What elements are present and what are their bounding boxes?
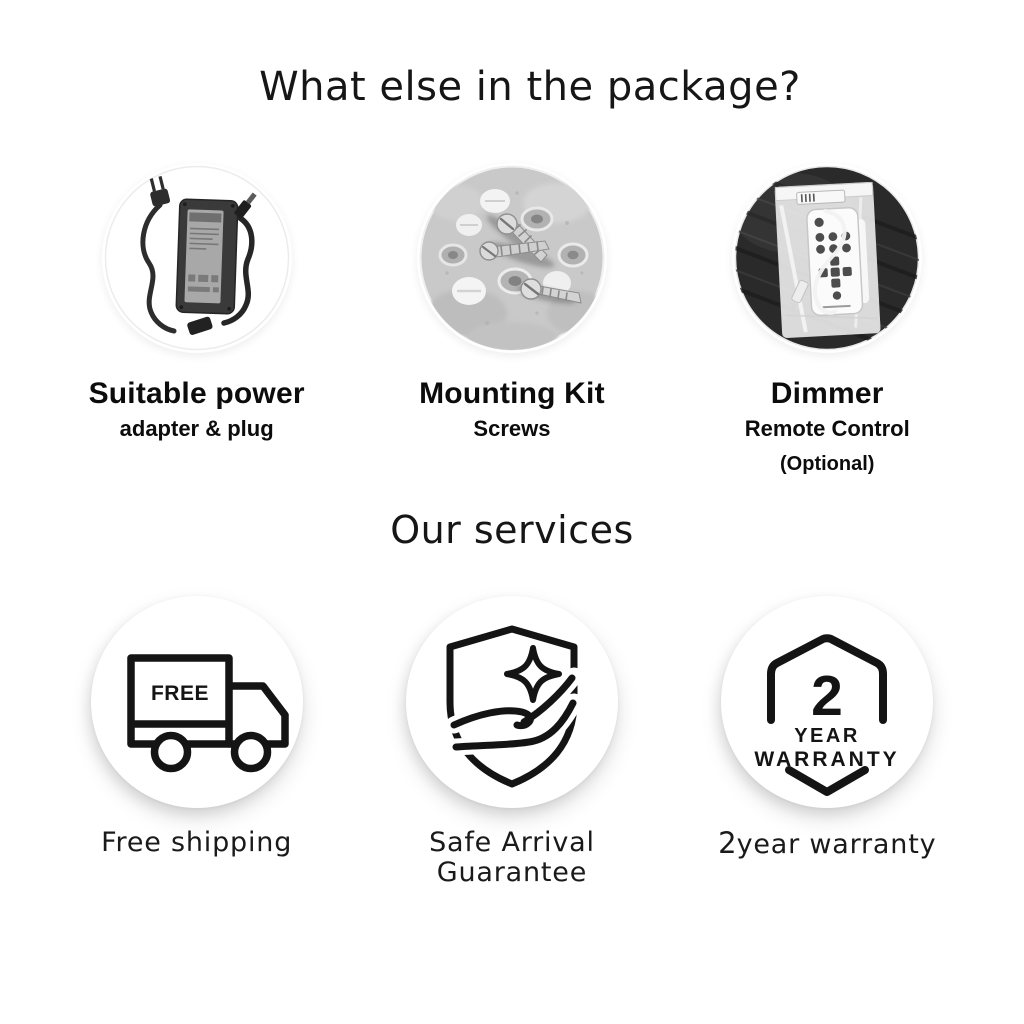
power-adapter-illustration bbox=[102, 163, 292, 353]
dimmer-caption bbox=[745, 379, 910, 474]
warranty-warranty-label: WARRANTY bbox=[754, 748, 900, 771]
service-item-free-shipping bbox=[39, 596, 354, 887]
mounting-screws-photo bbox=[417, 163, 607, 353]
free-shipping-truck-icon bbox=[97, 602, 297, 802]
service-label-text: year warranty bbox=[736, 829, 937, 860]
remote-illustration bbox=[732, 163, 922, 353]
package-section-title: What else in the package? bbox=[259, 64, 801, 110]
service-item-warranty bbox=[670, 596, 985, 887]
power-adapter-caption bbox=[89, 379, 305, 440]
services-items-row bbox=[39, 596, 985, 887]
package-item-subtitle: Remote Control bbox=[744, 416, 910, 441]
package-item-mounting-kit bbox=[354, 163, 669, 474]
screws-illustration bbox=[417, 163, 607, 353]
warranty-shield-icon bbox=[727, 602, 927, 802]
package-item-power-adapter bbox=[39, 163, 354, 474]
service-label bbox=[718, 828, 936, 860]
plastic-bag bbox=[775, 183, 880, 338]
service-label: Safe Arrival Guarantee bbox=[429, 827, 595, 888]
power-adapter-photo bbox=[102, 163, 292, 353]
truck-wheel-right bbox=[234, 736, 267, 769]
warranty-number: 2 bbox=[811, 664, 844, 728]
truck-free-label: FREE bbox=[150, 682, 209, 705]
service-label-number: 2 bbox=[718, 826, 737, 860]
remote-control-photo bbox=[732, 163, 922, 353]
package-item-title: Dimmer bbox=[770, 377, 884, 410]
package-items-row bbox=[39, 163, 985, 474]
package-item-title: Suitable power bbox=[88, 377, 305, 410]
mounting-kit-caption bbox=[419, 379, 605, 440]
warranty-year-label: YEAR bbox=[794, 725, 861, 747]
package-item-subtitle: Screws bbox=[473, 416, 551, 441]
warranty-badge bbox=[721, 596, 933, 808]
truck-wheel-left bbox=[154, 736, 187, 769]
package-item-subtitle: adapter & plug bbox=[119, 416, 274, 441]
warranty-shield-bottom bbox=[789, 770, 865, 792]
safe-arrival-badge bbox=[406, 596, 618, 808]
free-shipping-badge bbox=[91, 596, 303, 808]
package-item-title: Mounting Kit bbox=[419, 377, 605, 410]
safe-arrival-shield-icon bbox=[412, 602, 612, 802]
package-item-note: (Optional) bbox=[780, 453, 875, 475]
service-label: Free shipping bbox=[101, 827, 293, 858]
package-item-dimmer bbox=[670, 163, 985, 474]
service-item-safe-arrival bbox=[354, 596, 669, 887]
adapter-brick bbox=[176, 199, 238, 314]
services-section-title: Our services bbox=[390, 508, 634, 552]
